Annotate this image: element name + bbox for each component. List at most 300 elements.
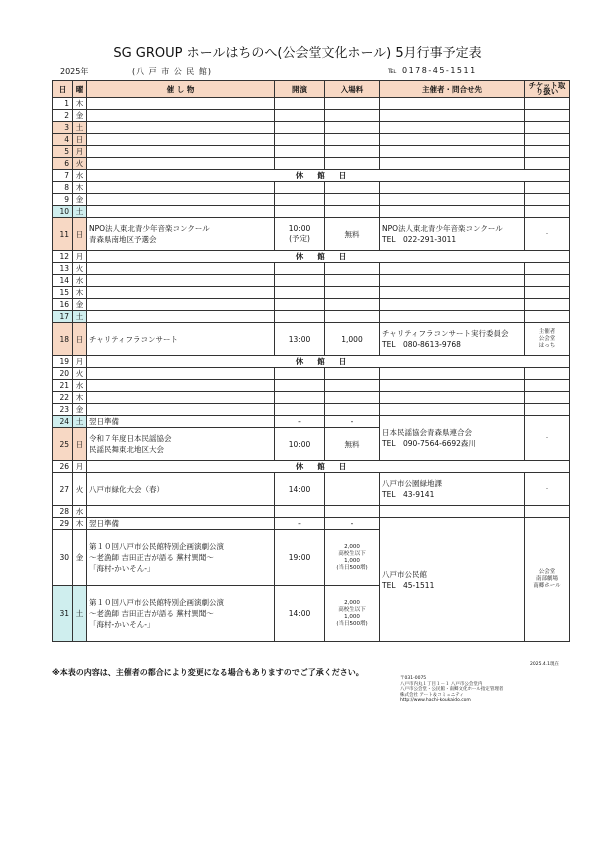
ticket-cell [525, 275, 570, 287]
day-cell [53, 194, 73, 206]
contact-cell [380, 98, 525, 110]
day-cell [53, 586, 73, 642]
weekday-cell [73, 416, 87, 428]
day-cell [53, 461, 73, 473]
fee-cell [325, 311, 380, 323]
weekday-cell [73, 218, 87, 251]
weekday-cell [73, 110, 87, 122]
weekday-cell-line: 月 [75, 357, 84, 366]
fee-cell [325, 275, 380, 287]
day-cell [53, 110, 73, 122]
event-cell [87, 416, 275, 428]
weekday-cell-line: 日 [75, 439, 84, 449]
day-cell-line: 4 [64, 135, 69, 144]
contact-cell [380, 299, 525, 311]
day-cell-line: 12 [59, 252, 69, 261]
fee-cell [325, 287, 380, 299]
ticket-cell [525, 311, 570, 323]
ticket-cell-line: - [546, 434, 548, 441]
start-time-cell [275, 392, 325, 404]
table-row [53, 392, 570, 404]
header-ticket: チケット取り扱い [525, 81, 570, 98]
weekday-cell-line: 土 [75, 207, 84, 216]
event-cell [87, 530, 275, 586]
day-cell [53, 146, 73, 158]
fee-cell-line: (当日500増) [336, 564, 368, 571]
fee-cell [325, 206, 380, 218]
day-cell [53, 170, 73, 182]
fee-cell [325, 392, 380, 404]
fee-cell [325, 368, 380, 380]
day-cell-line: 31 [59, 609, 69, 618]
event-cell [87, 182, 275, 194]
closed-label [87, 461, 570, 473]
day-cell-line: 16 [59, 300, 69, 309]
day-cell-line: 8 [64, 183, 69, 192]
contact-cell [380, 311, 525, 323]
day-cell [53, 416, 73, 428]
day-cell-line: 19 [59, 357, 69, 366]
weekday-cell-line: 月 [75, 147, 84, 156]
table-row [53, 194, 570, 206]
weekday-cell-line: 金 [75, 195, 84, 204]
day-cell-line: 24 [59, 417, 69, 426]
contact-cell [380, 323, 525, 356]
table-row [53, 506, 570, 518]
header-fee: 入場料 [325, 81, 380, 98]
contact-cell [380, 206, 525, 218]
day-cell-line: 13 [59, 264, 69, 273]
day-cell [53, 206, 73, 218]
contact-cell-line: TEL 43-9141 [382, 490, 435, 499]
weekday-cell-line: 火 [75, 264, 84, 273]
day-cell [53, 323, 73, 356]
start-time-cell-line: - [298, 519, 301, 528]
weekday-cell-line: 水 [75, 276, 84, 285]
header-contact: 主催者・問合せ先 [380, 81, 525, 98]
ticket-cell [525, 182, 570, 194]
ticket-cell-line: - [546, 230, 548, 237]
table-row [53, 275, 570, 287]
event-cell-line: 「海村-かいそん-」 [89, 564, 155, 573]
weekday-cell-line: 水 [75, 381, 84, 390]
start-time-cell [275, 428, 325, 461]
event-cell [87, 311, 275, 323]
table-row [53, 473, 570, 506]
weekday-cell [73, 122, 87, 134]
ticket-cell [525, 473, 570, 506]
event-cell [87, 275, 275, 287]
page-title: SG GROUP ホールはちのへ(公会堂文化ホール) 5月行事予定表 [113, 46, 482, 61]
ticket-cell [525, 404, 570, 416]
weekday-cell-line: 土 [75, 123, 84, 132]
contact-cell-line: 日本民謡協会青森県連合会 [382, 428, 472, 437]
event-cell [87, 323, 275, 356]
ticket-cell [525, 134, 570, 146]
fee-cell [325, 218, 380, 251]
phone-icon: ℡ [388, 66, 397, 75]
start-time-cell-line: 13:00 [288, 334, 311, 344]
weekday-cell [73, 287, 87, 299]
weekday-cell [73, 158, 87, 170]
ticket-cell [525, 506, 570, 518]
weekday-cell-line: 土 [75, 609, 84, 618]
table-row [53, 461, 570, 473]
day-cell-line: 6 [64, 159, 69, 168]
venue-label: (八 戸 市 公 民 館) [132, 67, 212, 76]
start-time-cell [275, 506, 325, 518]
venue-phone: 0178-45-1511 [402, 66, 477, 75]
fee-cell [325, 586, 380, 642]
weekday-cell [73, 506, 87, 518]
ticket-cell-line: 南部劇場 [535, 576, 558, 582]
fee-cell [325, 134, 380, 146]
weekday-cell [73, 251, 87, 263]
event-cell [87, 380, 275, 392]
day-cell-line: 26 [59, 462, 69, 471]
weekday-cell [73, 380, 87, 392]
event-cell [87, 122, 275, 134]
day-cell-line: 5 [64, 147, 69, 156]
ticket-cell-line: はっち [538, 342, 556, 349]
weekday-cell [73, 275, 87, 287]
event-cell-line: ～老漁師 吉田正吉が語る 蕪村異聞～ [89, 553, 214, 562]
start-time-cell-line: 14:00 [288, 609, 311, 618]
day-cell [53, 311, 73, 323]
contact-cell [380, 122, 525, 134]
fee-cell-line: - [350, 417, 354, 426]
table-row [53, 518, 570, 530]
day-cell [53, 275, 73, 287]
weekday-cell-line: 日 [75, 334, 84, 344]
start-time-cell [275, 380, 325, 392]
day-cell-line: 27 [59, 484, 69, 494]
day-cell [53, 506, 73, 518]
ticket-cell [525, 98, 570, 110]
start-time-cell-line: 14:00 [288, 484, 311, 494]
day-cell [53, 98, 73, 110]
start-time-cell-line: 19:00 [288, 553, 311, 562]
as-of-date: 2025.4.1現在 [530, 662, 560, 667]
contact-cell-line: 八戸市公民館 [382, 569, 427, 579]
day-cell [53, 251, 73, 263]
ticket-cell [525, 287, 570, 299]
ticket-cell [525, 263, 570, 275]
header-row [53, 81, 570, 98]
event-cell [87, 518, 275, 530]
start-time-cell [275, 218, 325, 251]
weekday-cell-line: 水 [75, 507, 84, 516]
contact-cell [380, 134, 525, 146]
contact-cell-line: NPO法人東北青少年音楽コンクール [382, 224, 503, 233]
ticket-cell [525, 158, 570, 170]
weekday-cell-line: 金 [75, 405, 84, 414]
year-label: 2025年 [60, 67, 89, 76]
event-cell [87, 506, 275, 518]
weekday-cell-line: 土 [75, 417, 84, 426]
start-time-cell [275, 263, 325, 275]
table-row [53, 170, 570, 182]
fee-cell [325, 299, 380, 311]
event-cell-line: 令和７年度日本民謡協会 [89, 434, 172, 443]
weekday-cell-line: 金 [75, 553, 84, 562]
weekday-cell-line: 火 [75, 369, 84, 378]
schedule-table [52, 80, 570, 642]
start-time-cell [275, 182, 325, 194]
closed-label-line: 休館日 [295, 171, 361, 180]
table-row [53, 311, 570, 323]
fee-cell [325, 158, 380, 170]
table-row [53, 299, 570, 311]
event-cell [87, 158, 275, 170]
day-cell [53, 218, 73, 251]
publisher-address [400, 676, 503, 704]
table-row [53, 206, 570, 218]
table-row [53, 158, 570, 170]
start-time-cell-line: 10:00 [288, 224, 311, 233]
contact-cell [380, 287, 525, 299]
table-row [53, 251, 570, 263]
event-cell-line: 第１０回八戸市公民館特別企画演劇公演 [89, 598, 224, 607]
start-time-cell [275, 404, 325, 416]
day-cell-line: 3 [64, 123, 69, 132]
fee-cell [325, 122, 380, 134]
fee-cell-line: 2,000 [344, 599, 360, 606]
event-cell [87, 287, 275, 299]
day-cell-line: 30 [59, 553, 69, 562]
contact-cell [380, 218, 525, 251]
start-time-cell-line: 10:00 [288, 439, 311, 449]
schedule-body [53, 98, 570, 642]
event-cell [87, 146, 275, 158]
weekday-cell-line: 金 [75, 300, 84, 309]
ticket-cell [525, 392, 570, 404]
weekday-cell [73, 182, 87, 194]
day-cell [53, 530, 73, 586]
contact-cell [380, 194, 525, 206]
ticket-cell [525, 122, 570, 134]
weekday-cell-line: 土 [75, 312, 84, 321]
ticket-cell [525, 218, 570, 251]
day-cell-line: 10 [59, 207, 69, 216]
contact-cell [380, 380, 525, 392]
weekday-cell [73, 473, 87, 506]
contact-cell [380, 392, 525, 404]
day-cell [53, 392, 73, 404]
fee-cell-line: 高校生以下 [338, 606, 366, 613]
weekday-cell-line: 月 [75, 252, 84, 261]
fee-cell-line: 1,000 [344, 613, 360, 620]
event-cell [87, 98, 275, 110]
event-cell-line: 翌日準備 [89, 417, 119, 426]
event-cell [87, 194, 275, 206]
event-cell-line: 八戸市緑化大会（春） [89, 484, 164, 494]
event-cell-line: 翌日準備 [89, 519, 119, 528]
closed-label-line: 休館日 [295, 357, 361, 366]
start-time-cell [275, 110, 325, 122]
weekday-cell [73, 356, 87, 368]
contact-cell [380, 158, 525, 170]
weekday-cell-line: 木 [75, 183, 84, 192]
start-time-cell [275, 98, 325, 110]
day-cell-line: 29 [59, 519, 69, 528]
table-row [53, 368, 570, 380]
start-time-cell [275, 134, 325, 146]
event-cell [87, 134, 275, 146]
table-row [53, 404, 570, 416]
weekday-cell [73, 299, 87, 311]
weekday-cell [73, 323, 87, 356]
day-cell [53, 368, 73, 380]
fee-cell-line: - [350, 519, 354, 528]
table-row [53, 416, 570, 428]
fee-cell [325, 323, 380, 356]
weekday-cell-line: 日 [75, 135, 84, 144]
start-time-cell [275, 416, 325, 428]
day-cell-line: 17 [59, 312, 69, 321]
contact-cell [380, 368, 525, 380]
ticket-cell-line: 公会堂 [538, 335, 556, 342]
start-time-cell [275, 206, 325, 218]
event-cell [87, 586, 275, 642]
fee-cell [325, 530, 380, 586]
fee-cell [325, 518, 380, 530]
contact-cell [380, 146, 525, 158]
day-cell [53, 518, 73, 530]
start-time-cell [275, 323, 325, 356]
fee-cell-line: (当日500増) [336, 620, 368, 627]
day-cell [53, 380, 73, 392]
ticket-cell [525, 368, 570, 380]
weekday-cell [73, 311, 87, 323]
contact-cell [380, 416, 525, 461]
day-cell-line: 9 [64, 195, 69, 204]
start-time-cell [275, 518, 325, 530]
contact-cell [380, 110, 525, 122]
start-time-cell [275, 122, 325, 134]
table-row [53, 218, 570, 251]
event-cell [87, 110, 275, 122]
day-cell [53, 287, 73, 299]
weekday-cell [73, 428, 87, 461]
weekday-cell [73, 368, 87, 380]
day-cell-line: 2 [64, 111, 69, 120]
start-time-cell [275, 158, 325, 170]
day-cell-line: 21 [59, 381, 69, 390]
ticket-cell [525, 206, 570, 218]
event-cell [87, 404, 275, 416]
contact-cell [380, 518, 525, 642]
table-row [53, 110, 570, 122]
ticket-cell-line: 主催者 [538, 328, 556, 335]
day-cell [53, 134, 73, 146]
day-cell-line: 20 [59, 369, 69, 378]
contact-cell [380, 275, 525, 287]
contact-cell-line: TEL 022-291-3011 [382, 235, 457, 244]
fee-cell [325, 380, 380, 392]
weekday-cell-line: 水 [75, 171, 84, 180]
weekday-cell-line: 火 [75, 159, 84, 168]
table-row [53, 146, 570, 158]
day-cell-line: 23 [59, 405, 69, 414]
event-cell-line: NPO法人東北青少年音楽コンクール [89, 224, 210, 233]
start-time-cell [275, 368, 325, 380]
day-cell-line: 18 [59, 334, 69, 344]
fee-cell-line: 高校生以下 [338, 550, 366, 557]
day-cell [53, 299, 73, 311]
start-time-cell [275, 586, 325, 642]
fee-cell [325, 110, 380, 122]
table-row [53, 356, 570, 368]
closed-label [87, 170, 570, 182]
day-cell-line: 7 [64, 171, 69, 180]
header-start: 開演 [275, 81, 325, 98]
weekday-cell [73, 146, 87, 158]
weekday-cell-line: 木 [75, 99, 84, 108]
contact-cell-line: 八戸市公園緑地課 [382, 479, 442, 488]
event-cell [87, 368, 275, 380]
contact-cell [380, 404, 525, 416]
contact-cell-line: チャリティフラコンサート実行委員会 [382, 329, 509, 338]
fee-cell [325, 473, 380, 506]
ticket-cell [525, 146, 570, 158]
fee-cell [325, 506, 380, 518]
ticket-cell [525, 323, 570, 356]
table-row [53, 380, 570, 392]
weekday-cell-line: 木 [75, 393, 84, 402]
fee-cell [325, 416, 380, 428]
fee-cell [325, 146, 380, 158]
event-cell [87, 428, 275, 461]
start-time-cell-line: (予定) [289, 234, 310, 243]
contact-cell-line: TEL 090-7564-6692森川 [382, 439, 476, 448]
weekday-cell [73, 170, 87, 182]
event-cell-line: ～老漁師 吉田正吉が語る 蕪村異聞～ [89, 609, 214, 618]
event-cell [87, 206, 275, 218]
fee-cell [325, 182, 380, 194]
start-time-cell [275, 299, 325, 311]
weekday-cell-line: 日 [75, 229, 84, 239]
table-row [53, 98, 570, 110]
address-line: 〒031-0075 [400, 676, 427, 681]
ticket-cell-line: - [546, 485, 548, 492]
fee-cell [325, 98, 380, 110]
header-dow: 曜 [73, 81, 87, 98]
table-row [53, 182, 570, 194]
day-cell-line: 28 [59, 507, 69, 516]
weekday-cell [73, 461, 87, 473]
day-cell-line: 25 [59, 439, 69, 449]
event-cell-line: 青森県南地区予選会 [89, 235, 157, 244]
start-time-cell [275, 146, 325, 158]
weekday-cell-line: 火 [75, 484, 84, 494]
address-line: 八戸市公会堂・公民館・南郷文化ホール指定管理者 [400, 687, 504, 693]
table-row [53, 323, 570, 356]
start-time-cell-line: - [298, 417, 301, 426]
start-time-cell [275, 530, 325, 586]
ticket-cell [525, 518, 570, 642]
address-line: 八戸市内丸１丁目１－１ 八戸市公会堂内 [400, 681, 483, 687]
address-line: 株式会社 アート＆コミュニティ [400, 692, 464, 698]
start-time-cell [275, 275, 325, 287]
ticket-cell [525, 194, 570, 206]
fee-cell [325, 404, 380, 416]
contact-cell-line: TEL 45-1511 [382, 580, 435, 590]
day-cell-line: 11 [59, 229, 69, 239]
start-time-cell [275, 287, 325, 299]
fee-cell-line: 無料 [344, 439, 360, 449]
event-cell-line: チャリティフラコンサート [89, 334, 179, 344]
